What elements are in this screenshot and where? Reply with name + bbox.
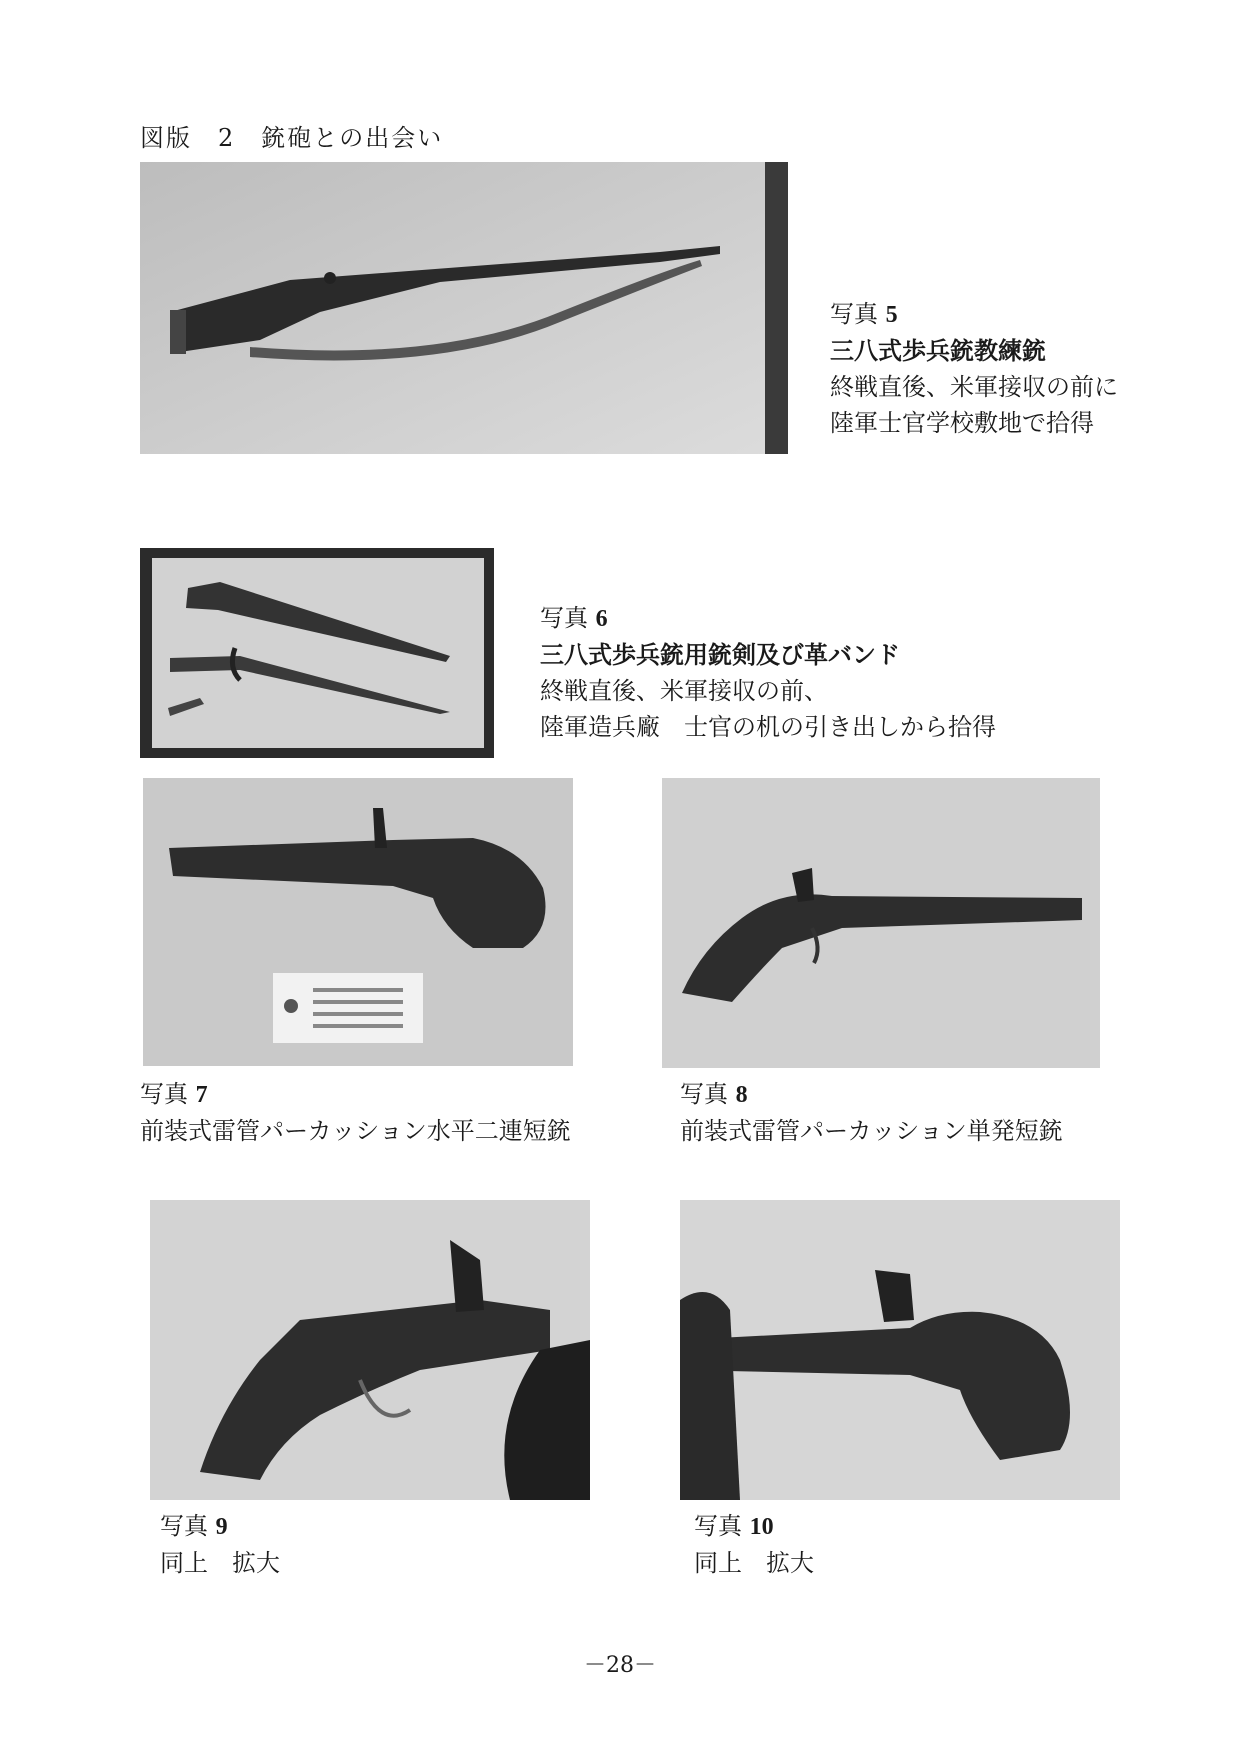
caption-line: 終戦直後、米軍接収の前、 [540,677,828,705]
photo-label [140,1076,571,1113]
photo-label [680,1076,1063,1113]
photo-7-pistol [143,778,573,1066]
photo-number: 7 [195,1082,208,1108]
photo-number: 10 [749,1514,774,1540]
photo-label [830,296,1118,333]
caption-photo-6 [540,600,996,745]
caption-photo-10 [694,1508,814,1581]
caption-line: 陸軍士官学校敷地で拾得 [830,409,1094,437]
photo-number: 5 [885,302,898,328]
photo-label-text: 写真 [694,1512,742,1540]
caption-photo-8 [680,1076,1063,1149]
photo-6-bayonet [140,548,494,758]
photo-label-text: 写真 [680,1080,728,1108]
photo-number: 9 [215,1514,228,1540]
photo-label [694,1508,814,1545]
caption-photo-7 [140,1076,571,1149]
caption-line: 前装式雷管パーカッション単発短銃 [680,1117,1063,1145]
photo-label-text: 写真 [540,604,588,632]
photo-title: 三八式歩兵銃用銃剣及び革バンド [540,640,900,669]
photo-label-text: 写真 [830,300,878,328]
photo-label-text: 写真 [140,1080,188,1108]
caption-line: 陸軍造兵廠 士官の机の引き出しから拾得 [540,713,996,741]
caption-line: 同上 拡大 [694,1549,814,1577]
photo-title: 三八式歩兵銃教練銃 [830,336,1046,365]
page-number: －28－ [584,1653,656,1678]
photo-label [540,600,996,637]
photo-10-closeup [680,1200,1120,1500]
photo-number: 6 [595,606,608,632]
plate-title: 図版 2 銃砲との出会い [140,124,444,152]
caption-line: 同上 拡大 [160,1549,280,1577]
photo-8-pistol [662,778,1100,1068]
caption-photo-9 [160,1508,280,1581]
photo-label-text: 写真 [160,1512,208,1540]
photo-5-rifle [140,162,788,454]
caption-line: 終戦直後、米軍接収の前に [830,373,1118,401]
photo-9-closeup [150,1200,590,1500]
caption-photo-5 [830,296,1118,441]
photo-number: 8 [735,1082,748,1108]
caption-line: 前装式雷管パーカッション水平二連短銃 [140,1117,571,1145]
photo-label [160,1508,280,1545]
